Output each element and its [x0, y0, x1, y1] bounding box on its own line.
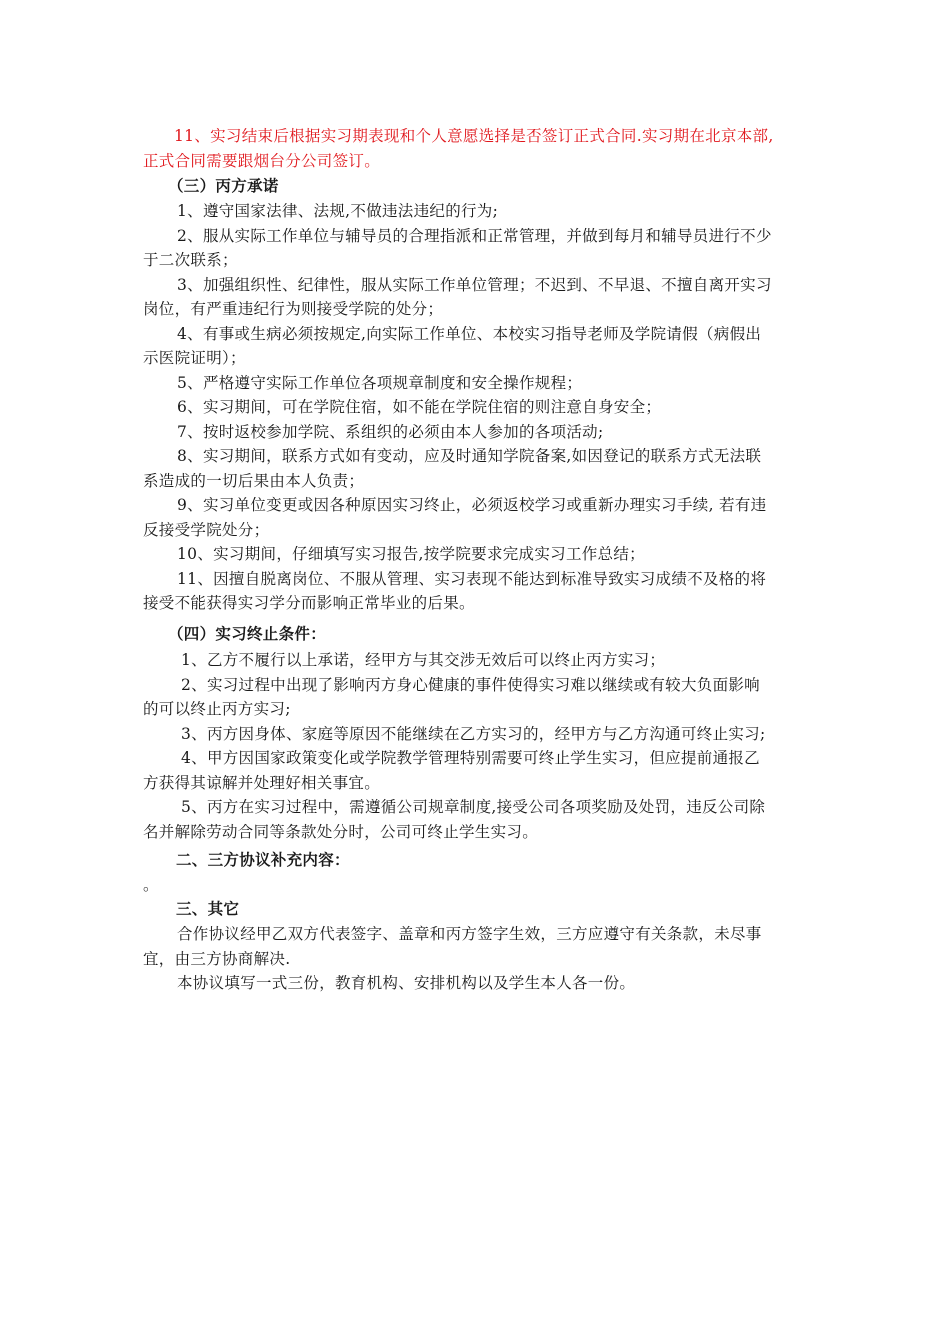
- section-4-heading: （四）实习终止条件：: [168, 625, 327, 643]
- section-4-list: [143, 648, 811, 844]
- item-line: 8、实习期间，联系方式如有变动，应及时通知学院备案,如因登记的联系方式无法联: [177, 447, 762, 465]
- part-2-content: 。: [143, 876, 159, 894]
- item-line: 3、丙方因身体、家庭等原因不能继续在乙方实习的，经甲方与乙方沟通可终止实习;: [181, 724, 766, 743]
- section-3-item-1: [143, 199, 811, 224]
- item-line: 2、服从实际工作单位与辅导员的合理指派和正常管理，并做到每月和辅导员进行不少: [177, 226, 772, 245]
- part-3-paragraph-2: [143, 971, 811, 996]
- item-line: 系造成的一切后果由本人负责；: [143, 471, 365, 490]
- part-3-paragraph-1: [143, 922, 811, 971]
- item-line: 4、甲方因国家政策变化或学院教学管理特别需要可终止学生实习，但应提前通报乙: [181, 749, 760, 767]
- section-3-item-9: [143, 493, 811, 542]
- item-line: 7、按时返校参加学院、系组织的必须由本人参加的各项活动;: [177, 422, 604, 441]
- section-3-item-3: [143, 273, 811, 322]
- section-3-item-2: [143, 224, 811, 273]
- item-line: 示医院证明）；: [143, 349, 246, 367]
- clause-11-line-1: 11、实习结束后根据实习期表现和个人意愿选择是否签订正式合同.实习期在北京本部,: [174, 127, 774, 145]
- item-line: 9、实习单位变更或因各种原因实习终止，必须返校学习或重新办理实习手续, 若有违: [177, 496, 767, 514]
- item-line: 6、实习期间，可在学院住宿，如不能在学院住宿的则注意自身安全；: [177, 398, 662, 416]
- item-line: 反接受学院处分；: [143, 520, 270, 539]
- item-line: 5、严格遵守实际工作单位各项规章制度和安全操作规程；: [177, 373, 583, 392]
- section-3-item-6: [143, 395, 811, 420]
- item-line: 的可以终止丙方实习;: [143, 700, 291, 718]
- item-line: 方获得其谅解并处理好相关事宜。: [143, 773, 381, 792]
- section-3-item-8: [143, 444, 811, 493]
- section-3-item-11: [143, 567, 811, 616]
- section-3-heading: （三）丙方承诺: [168, 177, 279, 195]
- item-line: 于二次联系；: [143, 251, 238, 269]
- clause-11-line-2: 正式合同需要跟烟台分公司签订。: [143, 151, 381, 170]
- item-line: 10、实习期间，仔细填写实习报告,按学院要求完成实习工作总结；: [177, 545, 645, 563]
- item-line: 名并解除劳动合同等条款处分时，公司可终止学生实习。: [143, 822, 539, 841]
- item-line: 3、加强组织性、纪律性，服从实际工作单位管理；不迟到、不早退、不擅自离开实习: [177, 275, 772, 294]
- item-line: 1、乙方不履行以上承诺，经甲方与其交涉无效后可以终止丙方实习；: [181, 651, 666, 669]
- paragraph-line: 宜，由三方协商解决.: [143, 949, 291, 968]
- section-3-item-10: [143, 542, 811, 567]
- section-3-item-7: [143, 420, 811, 445]
- section-4-item-5: [143, 795, 811, 844]
- part-3-heading: 三、其它: [176, 900, 240, 918]
- item-line: 1、遵守国家法律、法规,不做违法违纪的行为;: [177, 202, 499, 220]
- section-3-item-4: [143, 322, 811, 371]
- item-line: 2、实习过程中出现了影响丙方身心健康的事件使得实习难以继续或有较大负面影响: [181, 675, 760, 694]
- item-line: 11、因擅自脱离岗位、不服从管理、实习表现不能达到标准导致实习成绩不及格的将: [177, 569, 767, 588]
- item-line: 4、有事或生病必须按规定,向实际工作单位、本校实习指导老师及学院请假（病假出: [177, 324, 762, 343]
- part-3-body: [143, 922, 811, 996]
- section-3-list: [143, 199, 811, 616]
- part-2-heading: 二、三方协议补充内容：: [176, 851, 350, 869]
- section-4-item-3: [143, 722, 811, 747]
- item-line: 5、丙方在实习过程中，需遵循公司规章制度,接受公司各项奖励及处罚，违反公司除: [181, 798, 766, 816]
- item-line: 接受不能获得实习学分而影响正常毕业的后果。: [143, 594, 475, 612]
- paragraph-line: 本协议填写一式三份，教育机构、安排机构以及学生本人各一份。: [177, 974, 636, 992]
- item-line: 岗位，有严重违纪行为则接受学院的处分；: [143, 300, 444, 318]
- section-4-item-2: [143, 673, 811, 722]
- paragraph-line: 合作协议经甲乙双方代表签字、盖章和丙方签字生效，三方应遵守有关条款，未尽事: [177, 925, 762, 943]
- section-3-item-5: [143, 371, 811, 396]
- section-4-item-4: [143, 746, 811, 795]
- section-4-item-1: [143, 648, 811, 673]
- clause-11-highlight: [143, 124, 811, 173]
